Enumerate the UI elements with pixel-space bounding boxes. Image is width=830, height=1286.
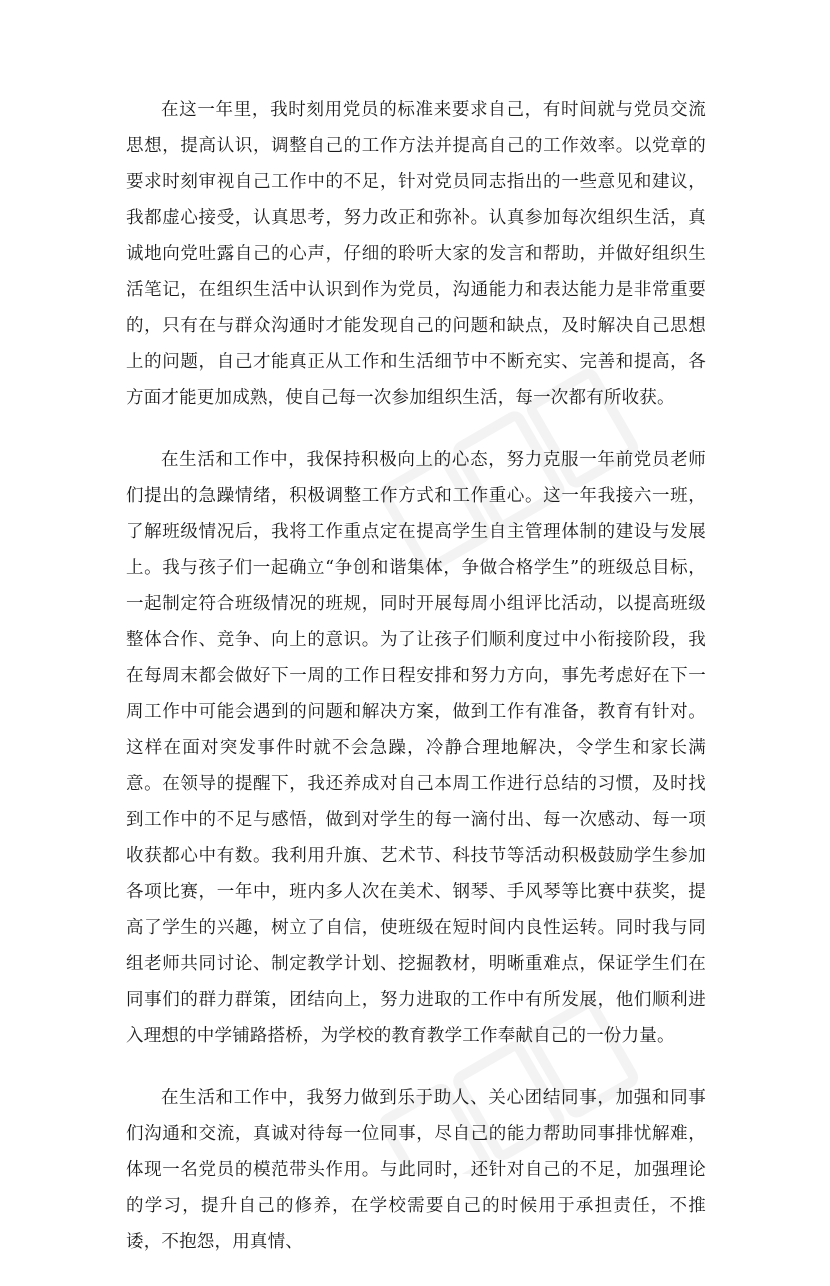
paragraph-1: 在这一年里，我时刻用党员的标准来要求自己，有时间就与党员交流思想，提高认识，调整自己的工作方法并提高自己的工作效率。以党章的要求时刻审视自己工作中的不足，针对党员同志指出的一些意见和建议，我都虚心接受，认真思考，努力改正和弥补。认真参加每次组织生活，真诚地向党吐露自己的心声，仔细的聆听大家的发言和帮助，并做好组织生活笔记，在组织生活中认识到作为党员，沟通能力和表达能力是非常重要的，只有在与群众沟通时才能发现自己的问题和缺点，及时解决自己思想上的问题，自己才能真正从工作和生活细节中不断充实、完善和提高，各方面才能更加成熟，使自己每一次参加组织生活，每一次都有所收获。: [126, 100, 706, 408]
paragraph-2: 在生活和工作中，我保持积极向上的心态，努力克服一年前党员老师们提出的急躁情绪，积极调整工作方式和工作重心。这一年我接六一班，了解班级情况后，我将工作重点定在提高学生自主管理体制的建设与发展上。我与孩子们一起确立“争创和谐集体，争做合格学生”的班级总目标，一起制定符合班级情况的班规，同时开展每周小组评比活动，以提高班级整体合作、竞争、向上的意识。为了让孩子们顺利度过中小衔接阶段，我在每周末都会做好下一周的工作日程安排和努力方向，事先考虑好在下一周工作中可能会遇到的问题和解决方案，做到工作有准备，教育有针对。这样在面对突发事件时就不会急躁，冷静合理地解决，令学生和家长满意。在领导的提醒下，我还养成对自己本周工作进行总结的习惯，及时找到工作中的不足与感悟，做到对学生的每一滴付出、每一次感动、每一项收获都心中有数。我利用升旗、艺术节、科技节等活动积极鼓励学生参加各项比赛，一年中，班内多人次在美术、钢琴、手风琴等比赛中获奖，提高了学生的兴趣，树立了自信，使班级在短时间内良性运转。同时我与同组老师共同讨论、制定教学计划、挖掘教材，明晰重难点，保证学生们在同事们的群力群策，团结向上，努力进取的工作中有所发展，他们顺利进入理想的中学铺路搭桥，为学校的教育教学工作奉献自己的一份力量。: [126, 450, 706, 1046]
paragraph-3: 在生活和工作中，我努力做到乐于助人、关心团结同事，加强和同事们沟通和交流，真诚对待每一位同事，尽自己的能力帮助同事排忧解难，体现一名党员的模范带头作用。与此同时，还针对自己的不足，加强理论的学习，提升自己的修养，在学校需要自己的时候用于承担责任，不推诿，不抱怨，用真情、: [126, 1088, 706, 1252]
document-body: [126, 92, 706, 1286]
